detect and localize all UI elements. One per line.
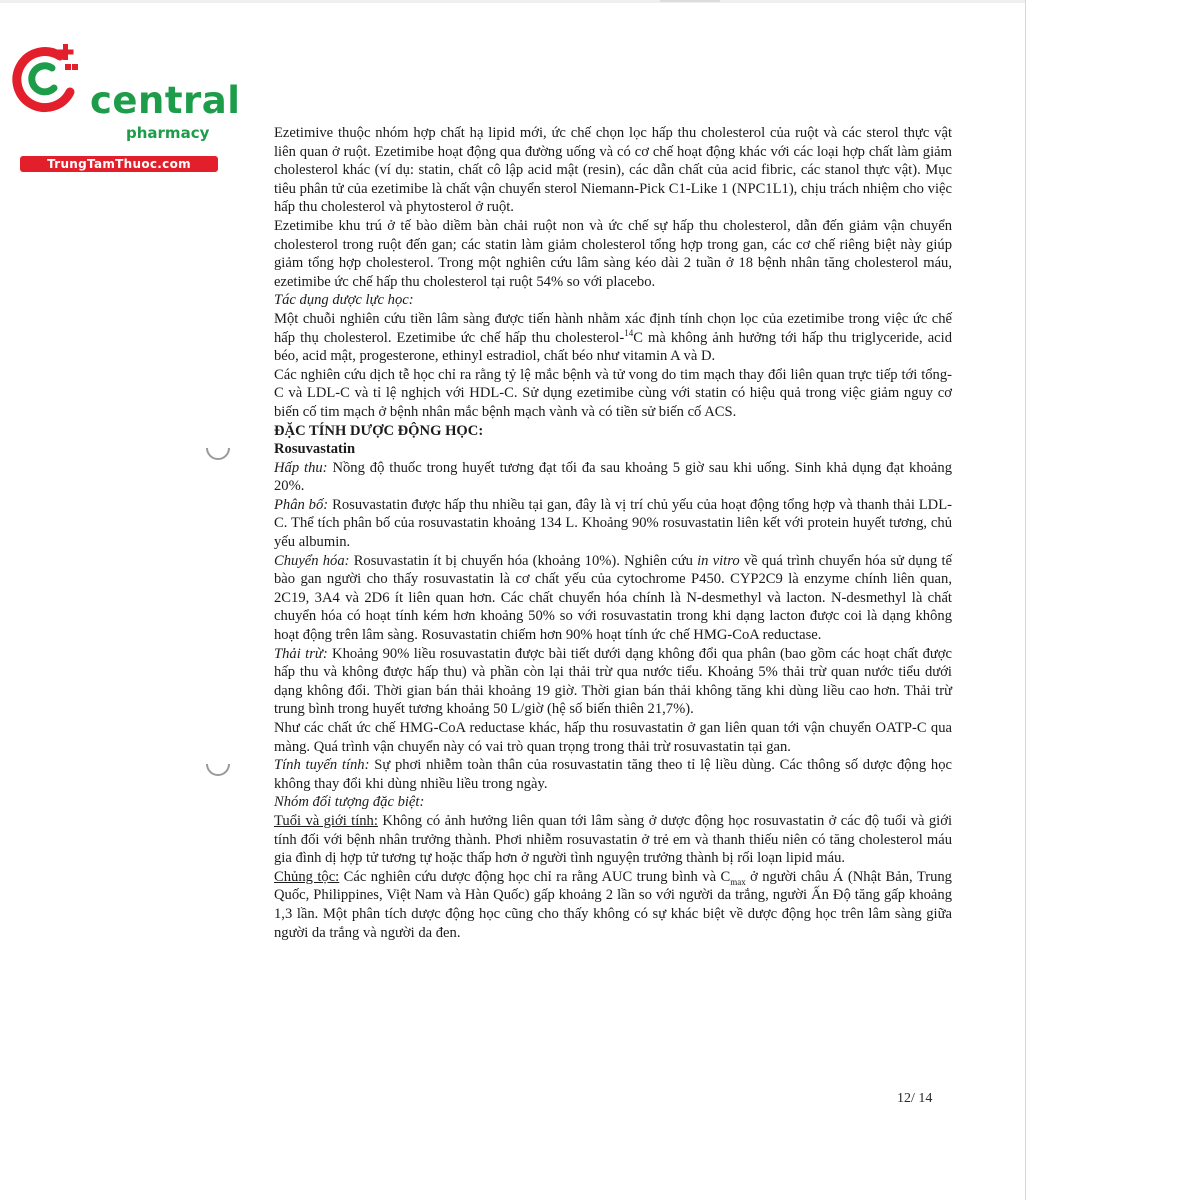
page-number: 12/ 14 [897, 1091, 933, 1106]
paragraph-absorption [274, 459, 952, 496]
race-text-b: ở người châu Á (Nhật Bản, Trung Quốc, Philippines, Việt Nam và Hàn Quốc) gấp khoảng 2 lần so với người da trắng, người Ấn Độ tăng gấp khoảng 1,3 lần. Một phân tích dược động học cũng cho thấy không có sự khác biệt về dược động học trên lâm sàng giữa người da trắng và người da đen. [274, 868, 952, 941]
pharmacokinetics-heading: ĐẶC TÍNH DƯỢC ĐỘNG HỌC: [274, 422, 484, 439]
distribution-text: Thể tích phân bố của rosuvastatin khoảng 134 L. Khoảng 90% rosuvastatin liên kết với protein huyết tương, chủ yếu albumin. [274, 515, 952, 551]
absorption-text: Nồng độ thuốc trong huyết tương đạt tối đa sau khoảng 5 giờ sau khi uống. Sinh khả dụng đạt khoảng 20%. [274, 459, 952, 495]
paragraph-oatp: Như các chất ức chế HMG-CoA reductase khác, hấp thu rosuvastatin ở gan liên quan tới vận chuyển OATP-C qua màng. Quá trình vận chuyển này có vai trò quan trọng trong thải trừ rosuvastatin tại gan. [274, 720, 952, 755]
central-pharmacy-logo [8, 38, 241, 171]
isotope-superscript: 14 [624, 327, 634, 338]
metabolism-text-a: Rosuvastatin ít bị chuyển hóa (khoảng 10%). Nghiên cứu [349, 552, 698, 569]
age-gender-label: Tuổi và giới tính: [274, 812, 378, 829]
paragraph-ezetimibe-class: Ezetimive thuộc nhóm hợp chất hạ lipid mới, ức chế chọn lọc hấp thu cholesterol của ruột và các sterol thực vật liên quan ở ruột. Ezetimibe hoạt động qua đường uống và có cơ chế hoạt động khác với các loại hợp chất làm giảm cholesterol khác (ví dụ: statin, chất cô lập acid mật (resin), các dẫn chất của acid fibric, các stanol thực vật). Mục tiêu phân tử của ezetimibe là chất vận chuyển sterol Niemann-Pick C1-Like 1 (NPC1L1), chịu trách nhiệm cho việc hấp thu cholesterol và phytosterol ở ruột. [274, 125, 952, 216]
age-gender-text: Không có ảnh hưởng liên quan tới lâm sàng ở dược động học rosuvastatin ở các độ tuổi và giới tính đối với bệnh nhân trưởng thành. Phơi nhiễm rosuvastatin ở trẻ em và thanh thiếu niên có tăng cholesterol máu gia đình dị hợp tử tương tự hoặc thấp hơn ở người tình nguyện trưởng thành bị rối loạn lipid máu. [274, 812, 952, 867]
distribution-label: Phân bố: [274, 496, 329, 513]
binder-hole-mark [206, 436, 230, 460]
paper-right-edge [1025, 0, 1026, 1200]
rosuvastatin-heading: Rosuvastatin [274, 441, 356, 458]
logo-banner: TrungTamThuoc.com [20, 156, 218, 172]
logo-brand-sub: pharmacy [126, 124, 210, 142]
paragraph-linearity [274, 756, 952, 793]
logo-mark-icon [8, 38, 88, 118]
race-label: Chủng tộc: [274, 868, 340, 885]
logo-brand-word: central [90, 79, 241, 122]
paragraph-metabolism [274, 552, 952, 645]
paragraph-epidemiology: Các nghiên cứu dịch tễ học chỉ ra rằng tỷ lệ mắc bệnh và tử vong do tim mạch thay đổi liên quan trực tiếp tới tổng-C và LDL-C và tỉ lệ nghịch với HDL-C. Sử dụng ezetimibe cùng với statin có hiệu quả trong việc giảm nguy cơ biến cố tim mạch ở bệnh nhân mắc bệnh mạch vành và có tiền sử biến cố ACS. [274, 366, 952, 420]
paragraph-age-gender [274, 812, 952, 868]
paragraph-race [274, 868, 952, 942]
paragraph-ezetimibe-mechanism: Ezetimibe khu trú ở tế bào diềm bàn chải ruột non và ức chế sự hấp thu cholesterol, dẫn đến giảm vận chuyển cholesterol trong ruột đến gan; các statin làm giảm cholesterol tổng hợp trong gan, các cơ chế riêng biệt này giúp giảm tổng hợp cholesterol. Trong một nghiên cứu lâm sàng kéo dài 2 tuần ở 18 bệnh nhân tăng cholesterol máu, ezetimibe ức chế hấp thu cholesterol tại ruột 54% so với placebo. [274, 217, 952, 290]
cmax-subscript: max [730, 876, 746, 887]
paper-top-edge [0, 0, 1025, 3]
linearity-text: Sự phơi nhiễm toàn thân của rosuvastatin tăng theo tỉ lệ liều dùng. Các thông số dược động học không thay đổi khi dùng nhiều liều trong ngày. [274, 757, 952, 792]
linearity-label: Tính tuyến tính: [274, 757, 370, 774]
paragraph-elimination [274, 645, 952, 719]
scan-mark [660, 0, 720, 2]
elimination-label: Thải trừ: [274, 645, 328, 662]
paragraph-preclinical-a: Một chuỗi nghiên cứu tiền lâm sàng được tiến hành nhằm xác định tính chọn lọc của ezetimibe trong việc ức chế hấp thụ cholesterol. Ezetimibe ức chế hấp thu cholesterol- [274, 310, 952, 346]
special-populations-title: Nhóm đối tượng đặc biệt: [274, 794, 425, 811]
binder-hole-mark [206, 752, 230, 776]
pharmacodynamics-title: Tác dụng dược lực học: [274, 292, 414, 309]
distribution-liver-text: Rosuvastatin được hấp thu nhiều tại gan, đây là vị trí chủ yếu của hoạt động tổng hợp và thanh thải LDL-C. [274, 496, 952, 532]
paragraph-preclinical [274, 310, 952, 366]
absorption-label: Hấp thu: [274, 459, 328, 476]
metabolism-label: Chuyển hóa: [274, 552, 350, 569]
paragraph-distribution [274, 496, 952, 552]
paragraph-preclinical-b: C mà không ảnh hưởng tới hấp thu triglyceride, acid béo, acid mật, progesterone, ethinyl estradiol, chất béo như vitamin A và D. [274, 329, 953, 365]
in-vitro-term: in vitro [697, 552, 740, 569]
race-text-a: Các nghiên cứu dược động học chỉ ra rằng AUC trung bình và C [339, 868, 731, 885]
document-body [274, 124, 952, 942]
metabolism-text-b: về quá trình chuyển hóa sử dụng tế bào gan người cho thấy rosuvastatin là cơ chất yếu của cytochrome P450. CYP2C9 là enzyme chính liên quan, 2C19, 3A4 và 2D6 ít liên quan hơn. Các chất chuyển hóa chính là N-desmethyl và lacton. N-desmethyl là chất chuyển hóa có hoạt tính kém hơn khoảng 50% so với rosuvastatin trong khi dạng lacton được coi là dạng không hoạt động trên lâm sàng. Rosuvastatin chiếm hơn 90% hoạt tính ức chế HMG-CoA reductase. [274, 552, 952, 644]
elimination-text: Khoảng 90% liều rosuvastatin được bài tiết dưới dạng không đổi qua phân (bao gồm các hoạt chất được hấp thu và không được hấp thu) và phần còn lại thải trừ qua nước tiểu. Khoảng 5% thải trừ quan nước tiểu dưới dạng không đổi. Thời gian bán thải khoảng 19 giờ. Thời gian bán thải không tăng khi dùng liều cao hơn. Thải trừ trung bình trong huyết tương khoảng 50 L/giờ (hệ số biến thiên 21,7%). [274, 645, 952, 718]
